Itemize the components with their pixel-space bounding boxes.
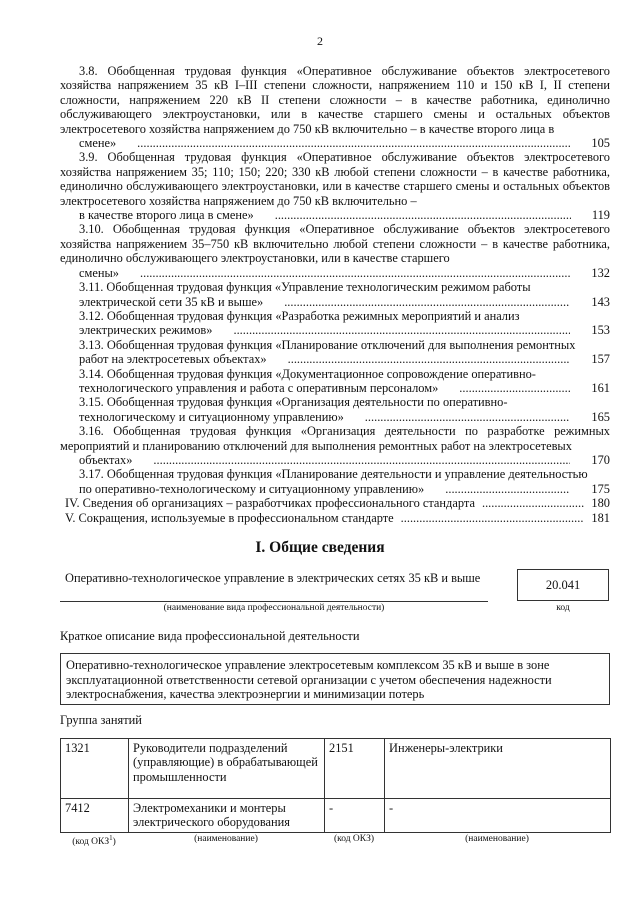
toc-entry-last-line bbox=[60, 266, 610, 280]
toc-page-number: 180 bbox=[591, 496, 610, 511]
toc-entry-text: 3.16. Обобщенная трудовая функция «Организация деятельности по разработке режимных мероприятий и планированию отключений для выполнения ремонтных работ на электросетевых bbox=[60, 424, 610, 453]
divider bbox=[60, 601, 488, 602]
toc-entry[interactable] bbox=[60, 338, 610, 367]
okz-code-caption: (код ОКЗ) bbox=[333, 834, 375, 844]
toc-page-number: 105 bbox=[591, 136, 610, 151]
toc-page-number: 143 bbox=[591, 294, 610, 309]
toc-entry-last-line bbox=[60, 295, 610, 309]
toc-entry-text: смене» bbox=[79, 136, 117, 151]
toc-entry-last-line bbox=[60, 136, 610, 150]
occupation-name-cell: Электромеханики и монтеры электрического оборудования bbox=[129, 799, 325, 833]
toc-entry-text: 3.17. Обобщенная трудовая функция «Планирование деятельности и управление деятельностью bbox=[79, 467, 588, 482]
brief-description-box bbox=[60, 653, 610, 705]
occupation-name-cell: - bbox=[385, 799, 611, 833]
section-title: I. Общие сведения bbox=[255, 539, 385, 556]
toc-entry-last-line bbox=[60, 352, 610, 366]
occupations-captions bbox=[60, 834, 610, 847]
dot-leader bbox=[214, 323, 570, 337]
toc-page-number: 175 bbox=[591, 481, 610, 496]
toc-entry-text: 3.10. Обобщенная трудовая функция «Оперативное обслуживание объектов электросетевого хозяйства напряжением 35–750 кВ включительно любой степени сложности – в качестве работника, единолично обслуживающего электроустановки, или в качестве старшего bbox=[60, 222, 610, 266]
toc-entry-text: 3.9. Обобщенная трудовая функция «Оперативное обслуживание объектов электросетевого хозяйства напряжением 35; 110; 150; 220; 330 кВ любой степени сложности – в качестве работника, единолично обслуживающего электроустановки, или в качестве старшего смены и остальных объектов электросетевого хозяйства напряжением до 750 кВ включительно – bbox=[60, 150, 610, 208]
toc-entry-text: технологическому и ситуационному управлению» bbox=[79, 409, 344, 424]
okz-code-cell: - bbox=[325, 799, 385, 833]
toc-entry-text: 3.8. Обобщенная трудовая функция «Оперативное обслуживание объектов электросетевого хозяйства напряжением 35 кВ I–III степени сложности, напряжением 110 и 150 кВ I, II степени сложности, напряжением 220 кВ II степени сложности – в качестве работника, единолично обслуживающего электроустановки, или в качестве старшего смены и остальных объектов электросетевого хозяйства напряжением до 750 кВ включительно – в качестве второго лица в bbox=[60, 64, 610, 136]
okz-code-cell: 7412 bbox=[61, 799, 129, 833]
toc-entry-last-line bbox=[60, 208, 610, 222]
dot-leader bbox=[265, 295, 570, 309]
toc-entry-last-line bbox=[60, 511, 610, 525]
toc-entry[interactable] bbox=[60, 64, 610, 150]
toc-entry-text: 3.12. Обобщенная трудовая функция «Разработка режимных мероприятий и анализ bbox=[79, 308, 520, 323]
toc-entry[interactable] bbox=[60, 367, 610, 396]
toc-entry-text: смены» bbox=[79, 265, 119, 280]
table-row bbox=[61, 739, 611, 799]
toc-entry[interactable] bbox=[60, 511, 610, 525]
toc-entry-text: V. Сокращения, используемые в профессиональном стандарте bbox=[65, 510, 394, 525]
page-number: 2 bbox=[317, 34, 323, 48]
toc-page-number: 181 bbox=[591, 510, 610, 525]
dot-leader bbox=[121, 266, 570, 280]
toc-entry-text: технологического управления и работа с оперативным персоналом» bbox=[79, 380, 439, 395]
toc-entry[interactable] bbox=[60, 280, 610, 309]
occupation-group-label: Группа занятий bbox=[60, 713, 142, 727]
dot-leader bbox=[134, 453, 570, 467]
toc-entry-last-line bbox=[60, 496, 610, 510]
toc-entry-text: электрических режимов» bbox=[79, 323, 213, 338]
toc-entry[interactable] bbox=[60, 424, 610, 467]
brief-description-label: Краткое описание вида профессиональной деятельности bbox=[60, 629, 360, 643]
toc-entry[interactable] bbox=[60, 395, 610, 424]
dot-leader bbox=[396, 511, 585, 525]
toc-entry-text: 3.15. Обобщенная трудовая функция «Организация деятельности по оперативно- bbox=[79, 395, 508, 410]
occupation-name-caption: (наименование) bbox=[465, 834, 529, 844]
toc-entry-text: объектах» bbox=[79, 452, 133, 467]
toc-entry[interactable] bbox=[60, 150, 610, 222]
occupation-name-cell: Инженеры-электрики bbox=[385, 739, 611, 799]
toc-entry[interactable] bbox=[60, 467, 610, 496]
toc-entry[interactable] bbox=[60, 309, 610, 338]
okz-code-cell: 1321 bbox=[61, 739, 129, 799]
occupation-name-cell: Руководители подразделений (управляющие) в обрабатывающей промышленности bbox=[129, 739, 325, 799]
occupations-table bbox=[60, 738, 611, 833]
brief-description-text: Оперативно-технологическое управление электросетевым комплексом 35 кВ и выше в зоне эксплуатационной ответственности сетевой организации с учетом обеспечения надежности электроснабжения, качества электроэнергии и минимизации потерь bbox=[66, 658, 552, 701]
activity-name: Оперативно-технологическое управление в электрических сетях 35 кВ и выше bbox=[65, 571, 481, 585]
toc-entry-last-line bbox=[60, 453, 610, 467]
toc-entry-text: работ на электросетевых объектах» bbox=[79, 352, 267, 367]
toc-entry-last-line bbox=[60, 381, 610, 395]
dot-leader bbox=[256, 208, 571, 222]
dot-leader bbox=[440, 381, 570, 395]
toc-entry-text: по оперативно-технологическому и ситуационному управлению» bbox=[79, 481, 425, 496]
table-of-contents bbox=[60, 64, 610, 525]
toc-entry[interactable] bbox=[60, 222, 610, 280]
dot-leader bbox=[477, 496, 584, 510]
dot-leader bbox=[346, 410, 571, 424]
okz-code-cell: 2151 bbox=[325, 739, 385, 799]
occupation-name-caption: (наименование) bbox=[194, 834, 258, 844]
okz-code-caption: (код ОКЗ$^1$) bbox=[72, 834, 116, 848]
toc-entry-last-line bbox=[60, 323, 610, 337]
dot-leader bbox=[426, 482, 570, 496]
toc-entry-text: IV. Сведения об организациях – разработчиках профессионального стандарта bbox=[65, 496, 475, 511]
toc-page-number: 161 bbox=[591, 380, 610, 395]
activity-code-caption: код bbox=[556, 603, 570, 613]
activity-code: 20.041 bbox=[545, 577, 581, 592]
toc-entry-text: в качестве второго лица в смене» bbox=[79, 208, 254, 223]
toc-page-number: 119 bbox=[591, 208, 610, 223]
toc-page-number: 153 bbox=[591, 323, 610, 338]
toc-entry-text: электрической сети 35 кВ и выше» bbox=[79, 294, 264, 309]
toc-page-number: 132 bbox=[591, 265, 610, 280]
activity-code-box bbox=[517, 569, 609, 601]
dot-leader bbox=[269, 352, 571, 366]
toc-entry-text: 3.11. Обобщенная трудовая функция «Управление технологическим режимом работы bbox=[79, 280, 531, 295]
toc-entry-last-line bbox=[60, 482, 610, 496]
toc-entry[interactable] bbox=[60, 496, 610, 510]
toc-entry-text: 3.13. Обобщенная трудовая функция «Планирование отключений для выполнения ремонтных bbox=[79, 337, 576, 352]
toc-page-number: 157 bbox=[591, 352, 610, 367]
activity-name-caption: (наименование вида профессиональной деятельности) bbox=[163, 603, 385, 613]
table-row bbox=[61, 799, 611, 833]
toc-entry-last-line bbox=[60, 410, 610, 424]
toc-entry-text: 3.14. Обобщенная трудовая функция «Документационное сопровождение оперативно- bbox=[79, 366, 536, 381]
toc-page-number: 165 bbox=[591, 409, 610, 424]
dot-leader bbox=[118, 136, 570, 150]
toc-page-number: 170 bbox=[591, 452, 610, 467]
